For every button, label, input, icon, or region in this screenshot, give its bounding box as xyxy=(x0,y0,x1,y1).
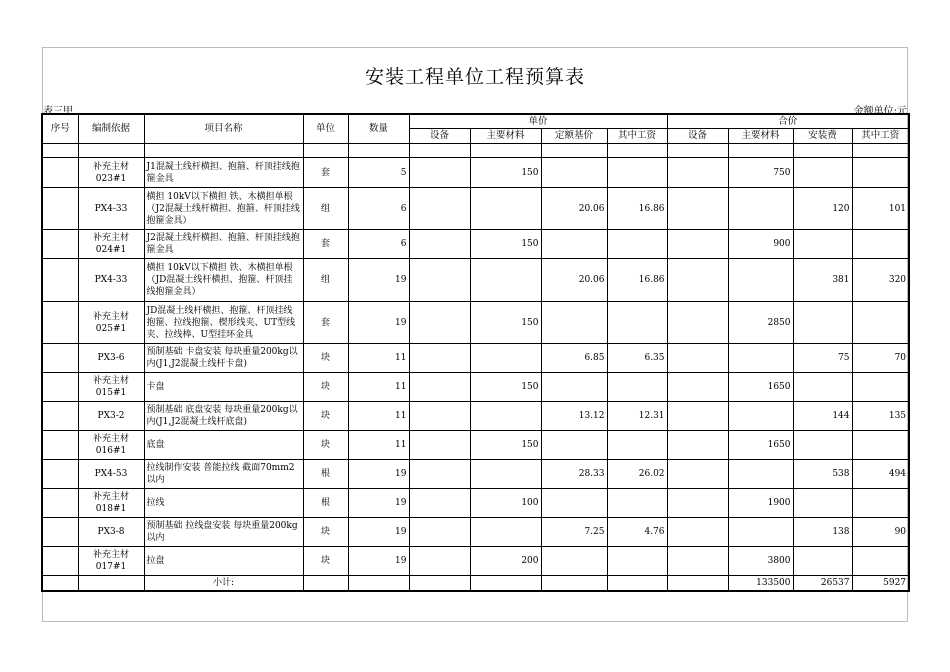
subtotal-install: 26537 xyxy=(793,576,852,592)
table-row xyxy=(42,547,909,576)
cell-up-material xyxy=(470,344,541,373)
cell-tp-material xyxy=(728,259,793,302)
subtotal-row xyxy=(42,576,909,592)
cell-basis: PX4-53 xyxy=(78,460,144,489)
cell-basis: PX3-6 xyxy=(78,344,144,373)
cell-tp-equipment xyxy=(667,489,728,518)
cell-up-wage xyxy=(607,373,667,402)
header-up-quota: 定额基价 xyxy=(541,129,607,144)
cell-tp-equipment xyxy=(667,460,728,489)
table-row-empty xyxy=(42,144,909,158)
cell-up-quota xyxy=(541,373,607,402)
header-tp-wage: 其中工资 xyxy=(852,129,909,144)
header-up-material: 主要材料 xyxy=(470,129,541,144)
cell-tp-material xyxy=(728,518,793,547)
cell-tp-install: 75 xyxy=(793,344,852,373)
cell-unit: 组 xyxy=(303,259,348,302)
cell-unit: 块 xyxy=(303,373,348,402)
table-row xyxy=(42,230,909,259)
cell-tp-material: 1900 xyxy=(728,489,793,518)
cell-up-quota: 20.06 xyxy=(541,259,607,302)
cell-tp-equipment xyxy=(667,402,728,431)
cell-tp-wage: 101 xyxy=(852,188,909,230)
cell-up-material: 100 xyxy=(470,489,541,518)
cell-qty: 19 xyxy=(348,302,409,344)
cell-up-equipment xyxy=(409,518,470,547)
header-unit-price: 单价 xyxy=(409,114,667,129)
cell-up-material xyxy=(470,518,541,547)
cell-up-equipment xyxy=(409,302,470,344)
cell-tp-wage xyxy=(852,230,909,259)
cell-seq xyxy=(42,158,78,188)
cell-basis: 补充主材 017#1 xyxy=(78,547,144,576)
cell-seq xyxy=(42,188,78,230)
cell-tp-wage: 494 xyxy=(852,460,909,489)
cell-tp-material: 1650 xyxy=(728,373,793,402)
cell-seq xyxy=(42,344,78,373)
cell-up-material xyxy=(470,259,541,302)
cell-qty: 11 xyxy=(348,431,409,460)
cell-up-equipment xyxy=(409,344,470,373)
cell-seq xyxy=(42,489,78,518)
cell-up-wage: 4.76 xyxy=(607,518,667,547)
cell-seq xyxy=(42,518,78,547)
cell-tp-equipment xyxy=(667,431,728,460)
cell-up-quota: 6.85 xyxy=(541,344,607,373)
cell-up-wage xyxy=(607,158,667,188)
cell-seq xyxy=(42,373,78,402)
cell-qty: 11 xyxy=(348,373,409,402)
cell-up-wage: 26.02 xyxy=(607,460,667,489)
cell-tp-material: 2850 xyxy=(728,302,793,344)
subtotal-wage: 5927 xyxy=(852,576,909,592)
cell-unit: 组 xyxy=(303,188,348,230)
cell-up-material: 200 xyxy=(470,547,541,576)
cell-tp-equipment xyxy=(667,230,728,259)
cell-up-equipment xyxy=(409,547,470,576)
header-tp-install: 安装费 xyxy=(793,129,852,144)
cell-up-material: 150 xyxy=(470,431,541,460)
cell-up-material: 150 xyxy=(470,158,541,188)
cell-unit: 套 xyxy=(303,230,348,259)
cell-up-quota xyxy=(541,547,607,576)
cell-up-equipment xyxy=(409,188,470,230)
cell-item: 卡盘 xyxy=(144,373,303,402)
header-up-wage: 其中工资 xyxy=(607,129,667,144)
cell-tp-material xyxy=(728,188,793,230)
cell-basis: PX3-8 xyxy=(78,518,144,547)
cell-unit: 套 xyxy=(303,158,348,188)
cell-unit: 根 xyxy=(303,460,348,489)
cell-up-wage xyxy=(607,230,667,259)
cell-tp-wage xyxy=(852,431,909,460)
cell-up-wage: 16.86 xyxy=(607,188,667,230)
table-row xyxy=(42,158,909,188)
cell-basis: PX4-33 xyxy=(78,259,144,302)
cell-up-wage: 6.35 xyxy=(607,344,667,373)
cell-tp-material xyxy=(728,460,793,489)
table-row xyxy=(42,518,909,547)
cell-tp-material xyxy=(728,344,793,373)
table-row xyxy=(42,188,909,230)
cell-tp-equipment xyxy=(667,188,728,230)
cell-up-quota: 28.33 xyxy=(541,460,607,489)
cell-up-quota: 20.06 xyxy=(541,188,607,230)
cell-qty: 19 xyxy=(348,518,409,547)
cell-up-quota xyxy=(541,158,607,188)
cell-seq xyxy=(42,259,78,302)
cell-tp-equipment xyxy=(667,158,728,188)
cell-up-wage xyxy=(607,302,667,344)
cell-qty: 11 xyxy=(348,402,409,431)
cell-qty: 6 xyxy=(348,230,409,259)
cell-tp-install: 138 xyxy=(793,518,852,547)
cell-basis: 补充主材 025#1 xyxy=(78,302,144,344)
cell-tp-install: 381 xyxy=(793,259,852,302)
page-title: 安装工程单位工程预算表 xyxy=(364,66,585,88)
table-row xyxy=(42,344,909,373)
cell-up-wage xyxy=(607,431,667,460)
cell-tp-wage xyxy=(852,302,909,344)
cell-unit: 块 xyxy=(303,344,348,373)
cell-item: 拉盘 xyxy=(144,547,303,576)
table-row xyxy=(42,431,909,460)
cell-up-quota: 7.25 xyxy=(541,518,607,547)
cell-up-quota xyxy=(541,489,607,518)
cell-tp-equipment xyxy=(667,302,728,344)
cell-item: 预制基础 拉线盘安装 每块重量200kg以内 xyxy=(144,518,303,547)
header-tp-material: 主要材料 xyxy=(728,129,793,144)
cell-item: 预制基础 底盘安装 每块重量200kg以内(J1,J2混凝土线杆底盘) xyxy=(144,402,303,431)
cell-tp-install xyxy=(793,547,852,576)
header-unit: 单位 xyxy=(303,114,348,144)
cell-up-quota xyxy=(541,230,607,259)
cell-basis: 补充主材 023#1 xyxy=(78,158,144,188)
cell-unit: 块 xyxy=(303,402,348,431)
cell-tp-wage xyxy=(852,547,909,576)
cell-tp-install xyxy=(793,431,852,460)
table-row xyxy=(42,302,909,344)
table-id: 表三甲 xyxy=(43,106,73,117)
cell-item: 横担 10kV以下横担 铁、木横担单根（JD混凝土线杆横担、抱箍、杆顶挂线抱箍金具） xyxy=(144,259,303,302)
cell-item: 底盘 xyxy=(144,431,303,460)
cell-tp-install xyxy=(793,302,852,344)
cell-tp-wage: 135 xyxy=(852,402,909,431)
cell-up-material xyxy=(470,402,541,431)
cell-up-material xyxy=(470,188,541,230)
cell-up-equipment xyxy=(409,402,470,431)
subtotal-material: 133500 xyxy=(728,576,793,592)
subtotal-label: 小计: xyxy=(144,576,303,592)
cell-basis: 补充主材 024#1 xyxy=(78,230,144,259)
header-total-price: 合价 xyxy=(667,114,909,129)
cell-tp-material xyxy=(728,402,793,431)
cell-up-equipment xyxy=(409,431,470,460)
cell-tp-material: 1650 xyxy=(728,431,793,460)
header-item: 项目名称 xyxy=(144,114,303,144)
cell-unit: 块 xyxy=(303,431,348,460)
cell-up-equipment xyxy=(409,230,470,259)
cell-tp-install xyxy=(793,158,852,188)
cell-seq xyxy=(42,460,78,489)
cell-unit: 块 xyxy=(303,518,348,547)
table-row xyxy=(42,489,909,518)
cell-tp-install xyxy=(793,489,852,518)
cell-tp-equipment xyxy=(667,547,728,576)
cell-tp-equipment xyxy=(667,518,728,547)
cell-qty: 19 xyxy=(348,259,409,302)
header-basis: 编制依据 xyxy=(78,114,144,144)
cell-qty: 19 xyxy=(348,489,409,518)
cell-basis: PX4-33 xyxy=(78,188,144,230)
cell-unit: 套 xyxy=(303,302,348,344)
cell-item: JD混凝土线杆横担、抱箍、杆顶挂线抱箍、拉线抱箍、楔形线夹、UT型线夹、拉线棒、U型挂环金具 xyxy=(144,302,303,344)
header-tp-equipment: 设备 xyxy=(667,129,728,144)
cell-seq xyxy=(42,402,78,431)
cell-tp-install: 120 xyxy=(793,188,852,230)
cell-tp-wage xyxy=(852,489,909,518)
cell-item: 预制基础 卡盘安装 每块重量200kg以内(J1,J2混凝土线杆卡盘) xyxy=(144,344,303,373)
cell-up-wage: 12.31 xyxy=(607,402,667,431)
cell-up-wage: 16.86 xyxy=(607,259,667,302)
cell-tp-wage xyxy=(852,158,909,188)
cell-tp-wage: 320 xyxy=(852,259,909,302)
cell-basis: PX3-2 xyxy=(78,402,144,431)
cell-tp-wage: 70 xyxy=(852,344,909,373)
cell-up-equipment xyxy=(409,489,470,518)
cell-basis: 补充主材 015#1 xyxy=(78,373,144,402)
cell-tp-equipment xyxy=(667,259,728,302)
cell-up-wage xyxy=(607,547,667,576)
table-row xyxy=(42,373,909,402)
cell-tp-install: 538 xyxy=(793,460,852,489)
cell-item: J1混凝土线杆横担、抱箍、杆顶挂线抱箍金具 xyxy=(144,158,303,188)
cell-basis: 补充主材 018#1 xyxy=(78,489,144,518)
cell-qty: 11 xyxy=(348,344,409,373)
cell-up-quota xyxy=(541,302,607,344)
cell-item: 拉线 xyxy=(144,489,303,518)
cell-tp-equipment xyxy=(667,373,728,402)
cell-tp-material: 3800 xyxy=(728,547,793,576)
cell-up-equipment xyxy=(409,259,470,302)
cell-tp-material: 750 xyxy=(728,158,793,188)
cell-qty: 19 xyxy=(348,547,409,576)
cell-item: 拉线制作安装 普能拉线 截面70mm2以内 xyxy=(144,460,303,489)
cell-seq xyxy=(42,431,78,460)
cell-qty: 19 xyxy=(348,460,409,489)
table-row xyxy=(42,460,909,489)
cell-basis: 补充主材 016#1 xyxy=(78,431,144,460)
header-seq: 序号 xyxy=(42,114,78,144)
table-row xyxy=(42,259,909,302)
cell-up-material: 150 xyxy=(470,230,541,259)
amount-unit: 金额单位:元 xyxy=(853,106,907,117)
header-row-1 xyxy=(42,114,909,129)
cell-tp-material: 900 xyxy=(728,230,793,259)
cell-tp-install xyxy=(793,230,852,259)
cell-tp-wage xyxy=(852,373,909,402)
cell-seq xyxy=(42,230,78,259)
cell-qty: 5 xyxy=(348,158,409,188)
cell-seq xyxy=(42,547,78,576)
cell-item: 横担 10kV以下横担 铁、木横担单根（J2混凝土线杆横担、抱箍、杆顶挂线抱箍金具） xyxy=(144,188,303,230)
cell-item: J2混凝土线杆横担、抱箍、杆顶挂线抱箍金具 xyxy=(144,230,303,259)
cell-tp-wage: 90 xyxy=(852,518,909,547)
table-row xyxy=(42,402,909,431)
cell-up-quota xyxy=(541,431,607,460)
budget-table xyxy=(41,113,910,592)
cell-tp-install xyxy=(793,373,852,402)
cell-tp-install: 144 xyxy=(793,402,852,431)
cell-up-quota: 13.12 xyxy=(541,402,607,431)
header-qty: 数量 xyxy=(348,114,409,144)
cell-up-equipment xyxy=(409,158,470,188)
cell-up-wage xyxy=(607,489,667,518)
cell-qty: 6 xyxy=(348,188,409,230)
cell-seq xyxy=(42,302,78,344)
cell-unit: 块 xyxy=(303,547,348,576)
cell-tp-equipment xyxy=(667,344,728,373)
cell-up-equipment xyxy=(409,373,470,402)
cell-up-material: 150 xyxy=(470,302,541,344)
cell-unit: 根 xyxy=(303,489,348,518)
header-up-equipment: 设备 xyxy=(409,129,470,144)
cell-up-material: 150 xyxy=(470,373,541,402)
cell-up-equipment xyxy=(409,460,470,489)
cell-up-material xyxy=(470,460,541,489)
